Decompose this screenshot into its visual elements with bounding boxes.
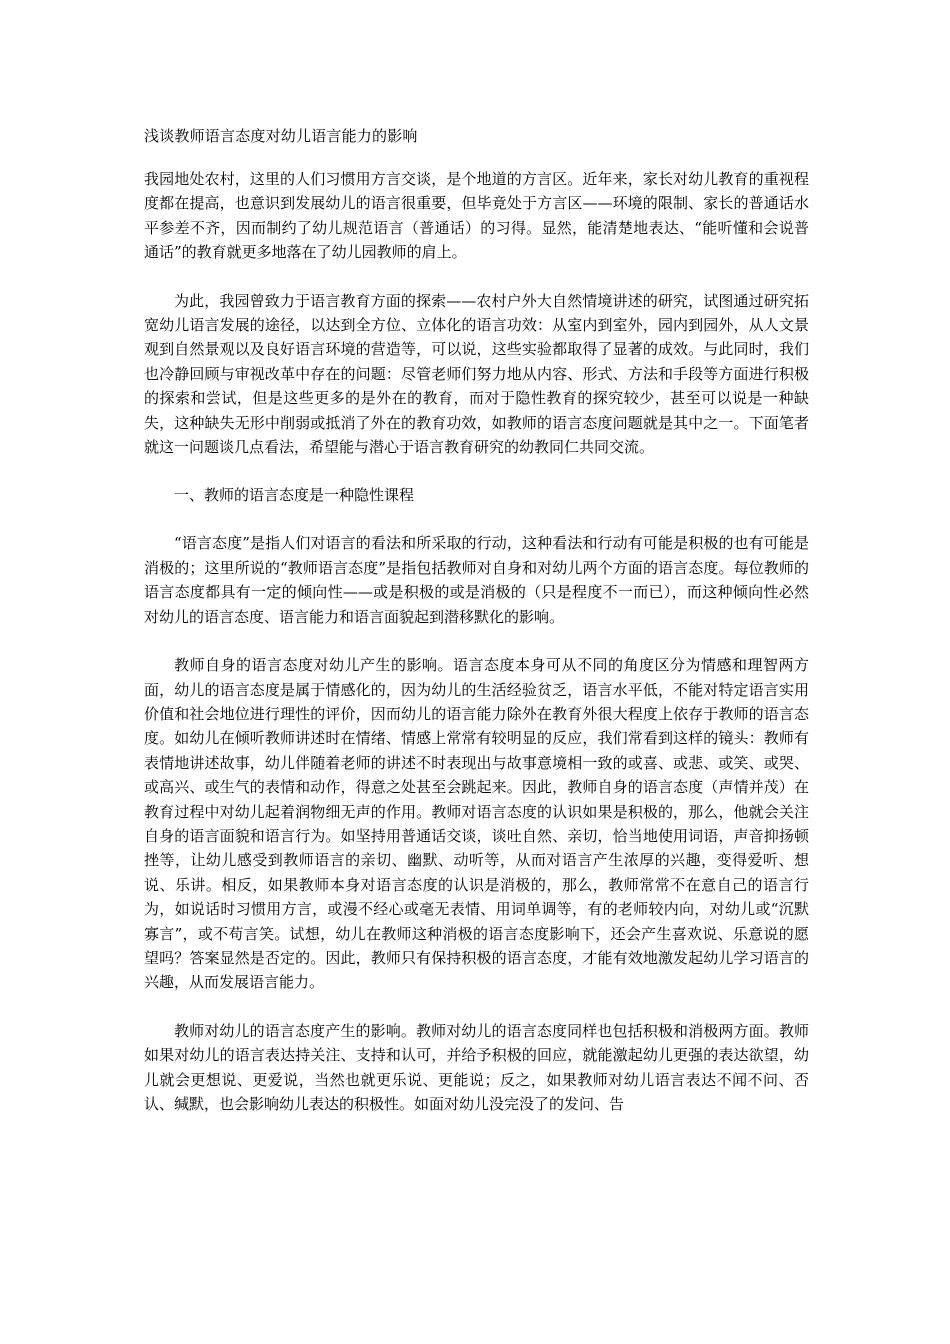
document-title: 浅谈教师语言态度对幼儿语言能力的影响	[144, 127, 418, 145]
paragraph-exploration: 为此，我园曾致力于语言教育方面的探索——农村户外大自然情境讲述的研究，试图通过研究拓宽幼儿语言发展的途径，以达到全方位、立体化的语言功效：从室内到室外，园内到园外，从人文景观到自然景观以及良好语言环境的营造等，可以说，这些实验都取得了显著的成效。与此同时，我们也冷静回顾与审视改革中存在的问题：尽管老师们努力地从内容、形式、方法和手段等方面进行积极的探索和尝试，但是这些更多的是外在的教育，而对于隐性教育的探究较少，甚至可以说是一种缺失，这种缺失无形中削弱或抵消了外在的教育功效，如教师的语言态度问题就是其中之一。下面笔者就这一问题谈几点看法，希望能与潜心于语言教育研究的幼教同仁共同交流。	[144, 291, 809, 457]
document-page	[144, 124, 809, 1140]
paragraph-language-attitude-definition: “语言态度”是指人们对语言的看法和所采取的行动，这种看法和行动有可能是积极的也有可能是消极的；这里所说的“教师语言态度”是指包括教师对自身和对幼儿两个方面的语言态度。每位教师的语言态度都具有一定的倾向性——或是积极的或是消极的（只是程度不一而已），而这种倾向性必然对幼儿的语言态度、语言能力和语言面貌起到潜移默化的影响。	[144, 534, 809, 626]
paragraph-teacher-attitude-to-children: 教师对幼儿的语言态度产生的影响。教师对幼儿的语言态度同样也包括积极和消极两方面。教师如果对幼儿的语言表达持关注、支持和认可，并给予积极的回应，就能激起幼儿更强的表达欲望，幼儿就会更想说、更爱说，当然也就更乐说、更能说；反之，如果教师对幼儿语言表达不闻不问、否认、缄默，也会影响幼儿表达的积极性。如面对幼儿没完没了的发问、告	[144, 1021, 809, 1113]
section-heading-1: 一、教师的语言态度是一种隐性课程	[174, 486, 415, 505]
paragraph-teacher-self-attitude: 教师自身的语言态度对幼儿产生的影响。语言态度本身可从不同的角度区分为情感和理智两方面，幼儿的语言态度是属于情感化的，因为幼儿的生活经验贫乏，语言水平低，不能对特定语言实用价值和社会地位进行理性的评价，因而幼儿的语言能力除外在教育外很大程度上依存于教师的语言态度。如幼儿在倾听教师讲述时在情绪、情感上常常有较明显的反应，我们常看到这样的镜头：教师有表情地讲述故事，幼儿伴随着老师的讲述不时表现出与故事意境相一致的或喜、或悲、或笑、或哭、或高兴、或生气的表情和动作，得意之处甚至会跳起来。因此，教师自身的语言态度（声情并茂）在教育过程中对幼儿起着润物细无声的作用。教师对语言态度的认识如果是积极的，那么，他就会关注自身的语言面貌和语言行为。如坚持用普通话交谈，谈吐自然、亲切，恰当地使用词语，声音抑扬顿挫等，让幼儿感受到教师语言的亲切、幽默、动听等，从而对语言产生浓厚的兴趣，变得爱听、想说、乐讲。相反，如果教师本身对语言态度的认识是消极的，那么，教师常常不在意自己的语言行为，如说话时习惯用方言，或漫不经心或毫无表情、用词单调等，有的老师较内向，对幼儿或“沉默寡言”，或不苟言笑。试想，幼儿在教师这种消极的语言态度影响下，还会产生喜欢说、乐意说的愿望吗？答案显然是否定的。因此，教师只有保持积极的语言态度，才能有效地激发起幼儿学习语言的兴趣，从而发展语言能力。	[144, 656, 809, 992]
paragraph-intro: 我园地处农村，这里的人们习惯用方言交谈，是个地道的方言区。近年来，家长对幼儿教育的重视程度都在提高，也意识到发展幼儿的语言很重要，但毕竟处于方言区——环境的限制、家长的普通话水平参差不齐，因而制约了幼儿规范语言（普通话）的习得。显然，能清楚地表达、“能听懂和会说普通话”的教育就更多地落在了幼儿园教师的肩上。	[144, 170, 809, 262]
